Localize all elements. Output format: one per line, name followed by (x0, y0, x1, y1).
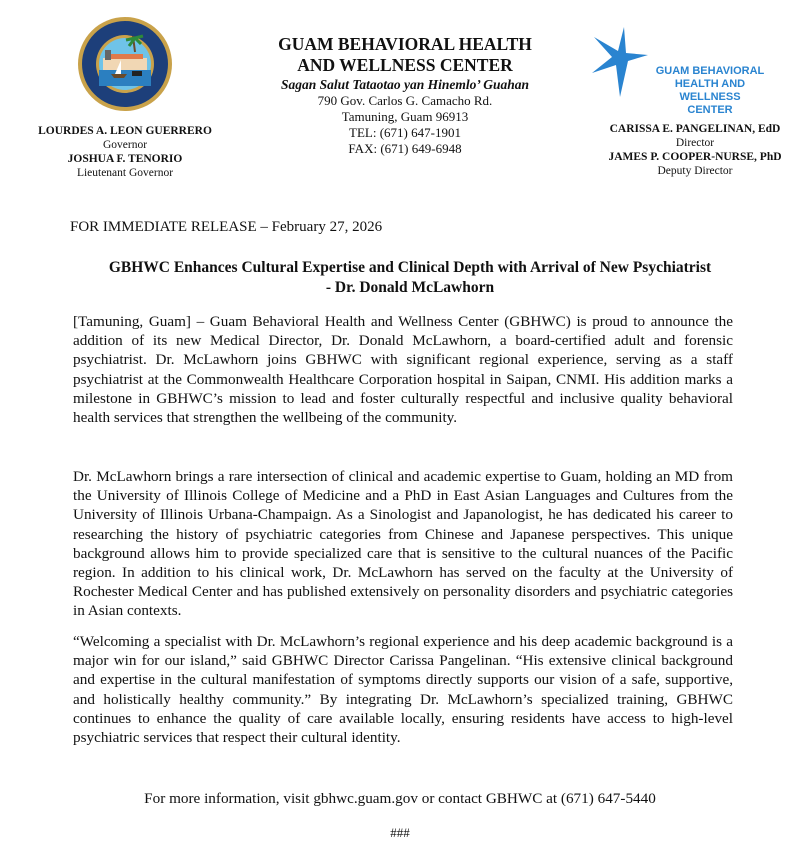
gbhwc-logo (590, 25, 770, 116)
headline-line2: - Dr. Donald McLawhorn (325, 279, 495, 296)
logo-line3: CENTER (687, 104, 733, 116)
governor-title: Governor (102, 139, 148, 151)
headline-line1: GBHWC Enhances Cultural Expertise and Clinical Depth with Arrival of New Psychiatrist (108, 259, 712, 276)
body-paragraph: “Welcoming a specialist with Dr. McLawhorn’s regional experience and his deep academic background is a major win for our island,” said GBHWC Director Carissa Pangelinan. “His extensive clinical background and expertise in the cultural manifestation of symptoms directly supports our vision of a safe, supportive, and holistically healthy community.” By integrating Dr. McLawhorn’s specialized training, GBHWC continues to enhance the quality of care available locally, ensuring residents have access to high-level psychiatric services that respect their cultural identity. (73, 633, 733, 747)
director-title: Director (675, 137, 715, 149)
contact-footer: For more information, visit gbhwc.guam.gov or contact GBHWC at (671) 647-5440 (144, 790, 656, 807)
org-name-line2: AND WELLNESS CENTER (297, 55, 513, 75)
end-mark: ### (390, 825, 410, 840)
press-release-headline (60, 258, 760, 298)
deputy-director-title: Deputy Director (657, 165, 733, 177)
address-line1: 790 Gov. Carlos G. Camacho Rd. (317, 93, 493, 108)
deputy-director-name: JAMES P. COOPER-NURSE, PhD (608, 151, 782, 163)
address-line2: Tamuning, Guam 96913 (341, 109, 469, 124)
logo-text (650, 65, 770, 117)
logo-line2: HEALTH AND WELLNESS (674, 78, 746, 103)
telephone: TEL: (671) 647-1901 (349, 125, 461, 140)
body-paragraph: [Tamuning, Guam] – Guam Behavioral Health and Wellness Center (GBHWC) is proud to announce the addition of its new Medical Director, Dr. Donald McLawhorn, a board-certified adult and forensic psychiatrist. Dr. McLawhorn joins GBHWC with significant regional experience, serving as a staff psychiatrist at the Commonwealth Healthcare Corporation hospital in Saipan, CNMI. His addition marks a milestone in GBHWC’s mission to lead and foster culturally respectful and inclusive quality behavioral health services that strengthen the wellbeing of the community. (73, 313, 733, 427)
fax: FAX: (671) 649-6948 (348, 141, 462, 156)
governor-block (0, 124, 250, 180)
lt-governor-title: Lieutenant Governor (76, 167, 174, 179)
lt-governor-name: JOSHUA F. TENORIO (67, 153, 183, 165)
logo-line1: GUAM BEHAVIORAL (655, 65, 765, 77)
release-date-line: FOR IMMEDIATE RELEASE – February 27, 2026 (70, 219, 383, 235)
director-block (590, 122, 800, 178)
organization-header (240, 34, 570, 157)
org-name-line1: GUAM BEHAVIORAL HEALTH (278, 34, 532, 54)
governor-name: LOURDES A. LEON GUERRERO (38, 125, 212, 137)
governor-seal-logo (77, 16, 173, 112)
seal-icon (77, 16, 173, 112)
director-name: CARISSA E. PANGELINAN, EdD (609, 123, 781, 135)
body-paragraph: Dr. McLawhorn brings a rare intersection of clinical and academic expertise to Guam, holding an MD from the University of Illinois College of Medicine and a PhD in East Asian Languages and Cultures from the University of Illinois Urbana-Champaign. As a Sinologist and Japanologist, he has dedicated his career to researching the history of psychiatric categories from Chinese and Japanese perspectives. This unique background allows him to provide specialized care that is sensitive to the cultural nuances of the Pacific region. In addition to his clinical work, Dr. McLawhorn has served on the faculty at the University of Rochester Medical Center and has published extensively on personality disorders and psychiatric categories in Asian contexts. (73, 468, 733, 620)
org-tagline: Sagan Salut Tataotao yan Hinemlo’ Guahan (281, 77, 529, 92)
